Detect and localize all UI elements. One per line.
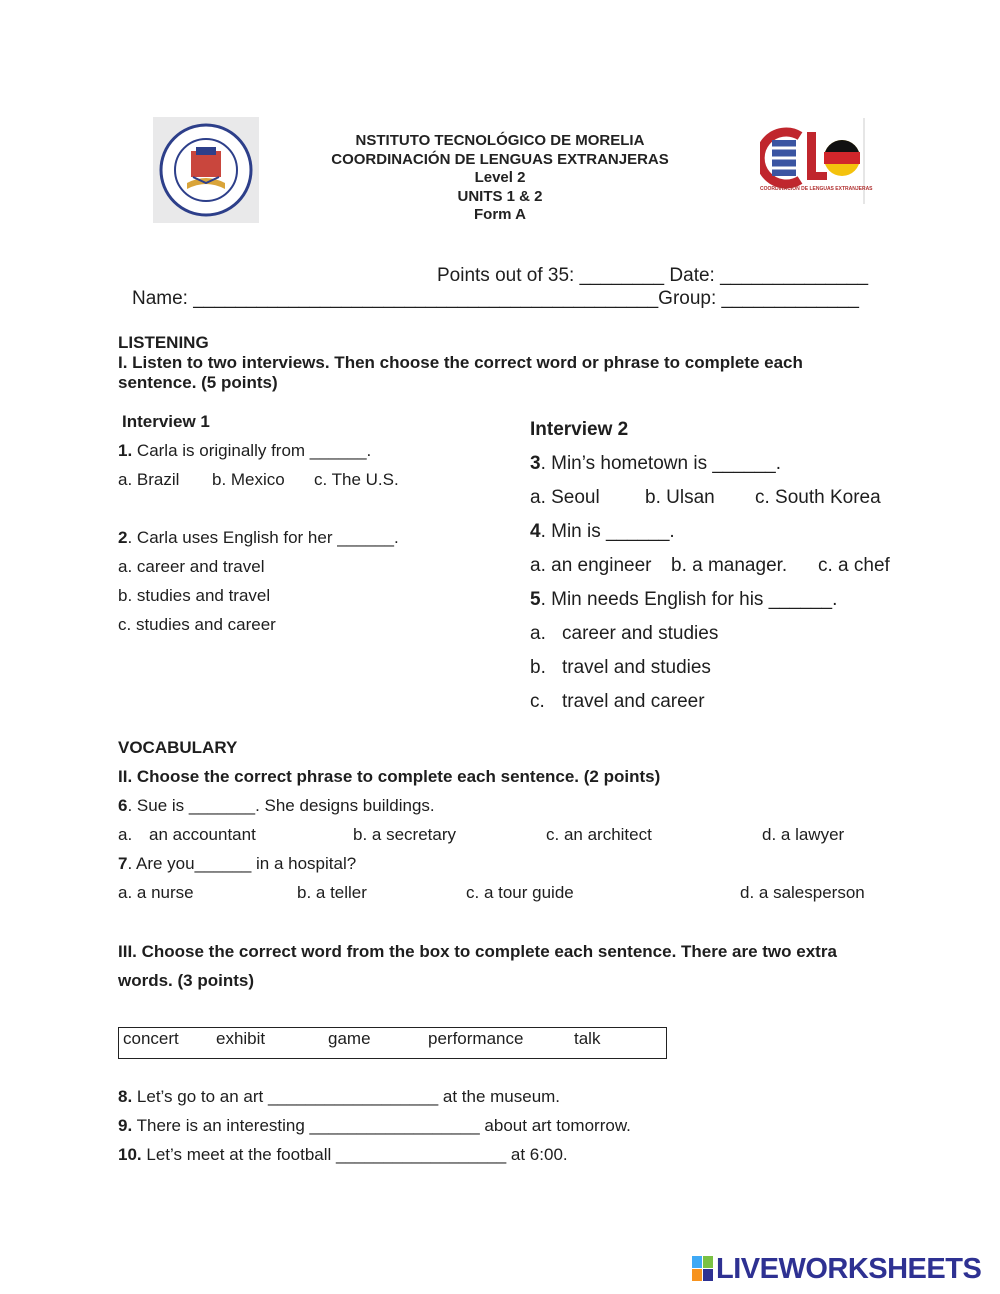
listening-instruction-cont: sentence. (5 points) bbox=[118, 373, 278, 392]
q3-option-c[interactable]: c. South Korea bbox=[755, 487, 881, 508]
question-2 bbox=[118, 528, 399, 548]
cle-logo bbox=[760, 118, 873, 204]
section-3-instruction: III. Choose the correct word from the box to complete each sentence. There are two extra bbox=[118, 942, 837, 961]
q1-option-a[interactable]: a. Brazil bbox=[118, 470, 180, 489]
question-text: . Are you______ in a hospital? bbox=[127, 854, 357, 873]
q7-option-d[interactable]: d. a salesperson bbox=[740, 883, 865, 902]
question-9 bbox=[118, 1116, 631, 1136]
listening-instruction: I. Listen to two interviews. Then choose the correct word or phrase to complete each bbox=[118, 353, 803, 372]
q1-option-c[interactable]: c. The U.S. bbox=[314, 470, 399, 489]
question-number: 9. bbox=[118, 1116, 133, 1135]
question-7 bbox=[118, 854, 356, 874]
vocabulary-instruction: II. Choose the correct phrase to complete each sentence. (2 points) bbox=[118, 767, 661, 786]
question-number: 3 bbox=[530, 453, 541, 474]
question-4 bbox=[530, 521, 675, 543]
q3-option-b[interactable]: b. Ulsan bbox=[645, 487, 715, 508]
section-3-instruction-cont: words. (3 points) bbox=[118, 971, 254, 990]
q6-option-b[interactable]: b. a secretary bbox=[353, 825, 456, 844]
question-text: . Min’s hometown is ______. bbox=[540, 453, 782, 474]
question-3 bbox=[530, 453, 781, 475]
document-header bbox=[300, 132, 700, 225]
question-8 bbox=[118, 1087, 560, 1107]
q2-option-a[interactable]: a. career and travel bbox=[118, 557, 265, 576]
listening-heading: LISTENING bbox=[118, 333, 209, 352]
header-line-3: Level 2 bbox=[474, 169, 526, 186]
question-10 bbox=[118, 1145, 568, 1165]
q6-option-c[interactable]: c. an architect bbox=[546, 825, 652, 844]
q4-option-a[interactable]: a. an engineer bbox=[530, 555, 652, 576]
question-number: 5 bbox=[530, 589, 541, 610]
question-number: 1. bbox=[118, 441, 133, 460]
question-number: 6 bbox=[118, 796, 128, 815]
question-text[interactable]: Let’s meet at the football __________________ at 6:00. bbox=[141, 1145, 568, 1164]
interview-1-title: Interview 1 bbox=[122, 412, 210, 431]
q2-option-b[interactable]: b. studies and travel bbox=[118, 586, 271, 605]
question-text: . Min is ______. bbox=[540, 521, 675, 542]
q4-option-c[interactable]: c. a chef bbox=[818, 555, 890, 576]
q5-option-c[interactable] bbox=[530, 691, 705, 713]
q7-option-a[interactable]: a. a nurse bbox=[118, 883, 194, 902]
question-number: 10. bbox=[118, 1145, 142, 1164]
q5-option-b[interactable] bbox=[530, 657, 711, 679]
option-letter: b. bbox=[530, 657, 546, 678]
q6-option-a[interactable] bbox=[118, 825, 256, 845]
option-text: career and studies bbox=[562, 623, 719, 644]
question-text: Carla is originally from ______. bbox=[132, 441, 372, 460]
question-number: 4 bbox=[530, 521, 541, 542]
option-letter: c. bbox=[530, 691, 545, 712]
header-line-1: NSTITUTO TECNOLÓGICO DE MORELIA bbox=[355, 132, 645, 149]
question-text[interactable]: Let’s go to an art __________________ at the museum. bbox=[132, 1087, 561, 1106]
question-number: 8. bbox=[118, 1087, 133, 1106]
question-5 bbox=[530, 589, 837, 611]
q5-option-a[interactable] bbox=[530, 623, 719, 645]
question-text: . Sue is _______. She designs buildings. bbox=[127, 796, 435, 815]
interview-2-title: Interview 2 bbox=[530, 419, 629, 440]
q7-option-c[interactable]: c. a tour guide bbox=[466, 883, 574, 902]
question-number: 7 bbox=[118, 854, 128, 873]
q1-option-b[interactable]: b. Mexico bbox=[212, 470, 285, 489]
q4-option-b[interactable]: b. a manager. bbox=[671, 555, 788, 576]
word-box-item[interactable]: talk bbox=[574, 1029, 601, 1048]
word-box-item[interactable]: exhibit bbox=[216, 1029, 266, 1048]
q3-option-a[interactable]: a. Seoul bbox=[530, 487, 600, 508]
option-text: travel and studies bbox=[562, 657, 711, 678]
question-text: . Carla uses English for her ______. bbox=[127, 528, 399, 547]
option-text: an accountant bbox=[149, 825, 256, 844]
header-line-4: UNITS 1 & 2 bbox=[457, 187, 543, 205]
liveworksheets-wordmark: LIVEWORKSHEETS bbox=[716, 1253, 982, 1285]
points-date-line: Points out of 35: ________ Date: ______________ bbox=[437, 265, 869, 286]
header-line-2: COORDINACIÓN DE LENGUAS EXTRANJERAS bbox=[331, 150, 669, 168]
question-text[interactable]: There is an interesting __________________ about art tomorrow. bbox=[132, 1116, 631, 1135]
question-6 bbox=[118, 796, 435, 816]
name-group-line: Name: ____________________________________________Group: _____________ bbox=[132, 288, 859, 309]
question-text: . Min needs English for his ______. bbox=[540, 589, 838, 610]
q2-option-c[interactable]: c. studies and career bbox=[118, 615, 276, 634]
word-box-item[interactable]: concert bbox=[123, 1029, 179, 1048]
liveworksheets-icon bbox=[692, 1256, 714, 1282]
institute-logo bbox=[153, 117, 259, 223]
question-number: 2 bbox=[118, 528, 128, 547]
header-line-5: Form A bbox=[474, 206, 526, 223]
q7-option-b[interactable]: b. a teller bbox=[297, 883, 367, 902]
word-box-item[interactable]: performance bbox=[428, 1029, 524, 1048]
option-text: travel and career bbox=[562, 691, 705, 712]
word-box-item[interactable]: game bbox=[328, 1029, 371, 1048]
q6-option-d[interactable]: d. a lawyer bbox=[762, 825, 845, 844]
word-box bbox=[118, 1027, 667, 1059]
option-letter: a. bbox=[118, 825, 133, 844]
vocabulary-heading: VOCABULARY bbox=[118, 738, 238, 757]
right-logo-caption: COORDINACIÓN DE LENGUAS EXTRANJERAS bbox=[760, 186, 873, 192]
question-1 bbox=[118, 441, 371, 461]
option-letter: a. bbox=[530, 623, 546, 644]
